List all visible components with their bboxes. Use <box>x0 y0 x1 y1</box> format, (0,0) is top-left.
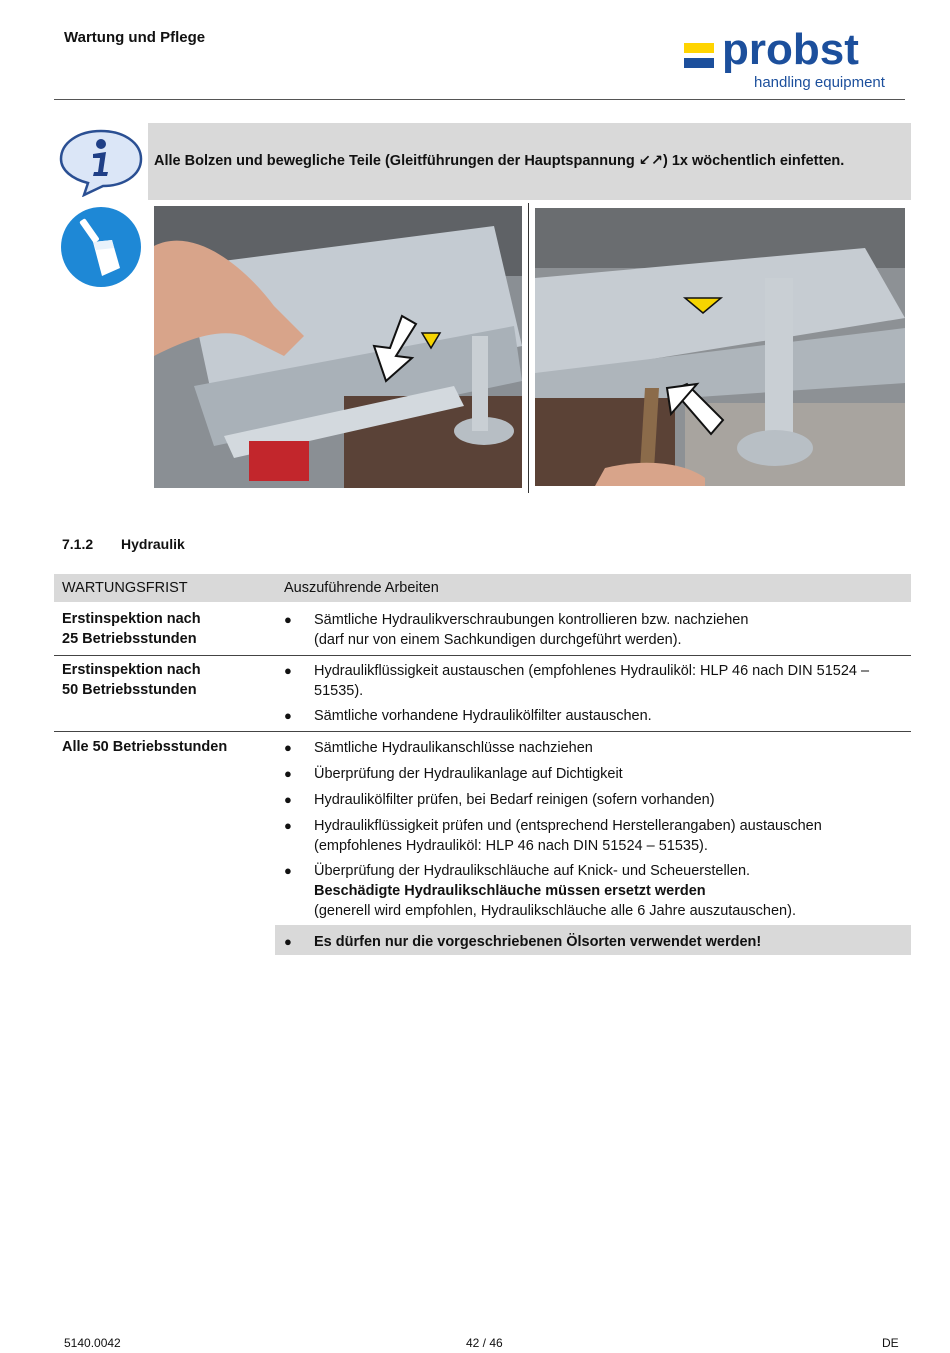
row-divider <box>54 655 911 656</box>
oil-warning-text: Es dürfen nur die vorgeschriebenen Ölsorten verwendet werden! <box>314 934 762 950</box>
row3-item3: Hydraulikölfilter prüfen, bei Bedarf reinigen (sofern vorhanden) <box>314 792 715 808</box>
row1-label-line2: 25 Betriebsstunden <box>62 631 197 647</box>
bullet: ● <box>284 740 292 755</box>
notice-text: Alle Bolzen und bewegliche Teile (Gleitführungen der Hauptspannung ↙↗) 1x wöchentlich einfetten. <box>154 153 845 169</box>
notice-box <box>148 123 911 200</box>
row3-item4-line1: Hydraulikflüssigkeit prüfen und (entsprechend Herstellerangaben) austauschen <box>314 818 822 834</box>
row2-item1-line1: Hydraulikflüssigkeit austauschen (empfohlenes Hydrauliköl: HLP 46 nach DIN 51524 – <box>314 663 870 679</box>
row1-item1-line2: (darf nur von einem Sachkundigen durchgeführt werden). <box>314 632 682 648</box>
brush-icon <box>60 206 142 288</box>
photo-greasing-left <box>154 206 522 488</box>
bullet: ● <box>284 612 292 627</box>
logo-bar-yellow <box>684 43 714 53</box>
logo-subtitle: handling equipment <box>754 74 885 91</box>
bullet: ● <box>284 863 292 878</box>
row2-label-line1: Erstinspektion nach <box>62 662 201 678</box>
bullet: ● <box>284 792 292 807</box>
footer-language: DE <box>882 1336 899 1350</box>
header-divider <box>54 99 905 100</box>
bullet: ● <box>284 934 292 949</box>
photo-greasing-right <box>535 208 905 486</box>
row-divider <box>54 731 911 732</box>
info-icon <box>58 127 144 197</box>
bullet: ● <box>284 708 292 723</box>
row1-label-line1: Erstinspektion nach <box>62 611 201 627</box>
row3-item1: Sämtliche Hydraulikanschlüsse nachziehen <box>314 740 593 756</box>
bullet: ● <box>284 663 292 678</box>
table-header-interval: WARTUNGSFRIST <box>62 580 188 596</box>
table-header-tasks: Auszuführende Arbeiten <box>284 580 439 596</box>
logo-bar-blue <box>684 58 714 68</box>
row2-label-line2: 50 Betriebsstunden <box>62 682 197 698</box>
row2-item1-line2: 51535). <box>314 683 364 699</box>
bullet: ● <box>284 818 292 833</box>
table-header <box>54 574 911 602</box>
photo-divider <box>528 203 529 493</box>
footer-page-number: 42 / 46 <box>466 1336 503 1350</box>
footer-doc-number: 5140.0042 <box>64 1336 121 1350</box>
page-header-title: Wartung und Pflege <box>64 29 206 46</box>
bullet: ● <box>284 766 292 781</box>
logo-wordmark: probst <box>722 25 859 74</box>
section-title: Hydraulik <box>121 536 185 552</box>
row3-item4-line2: (empfohlenes Hydrauliköl: HLP 46 nach DIN 51524 – 51535). <box>314 838 708 854</box>
section-number: 7.1.2 <box>62 536 94 552</box>
row3-item5-line2: Beschädigte Hydraulikschläuche müssen ersetzt werden <box>314 883 706 899</box>
row3-item2: Überprüfung der Hydraulikanlage auf Dichtigkeit <box>314 766 623 782</box>
row1-item1-line1: Sämtliche Hydraulikverschraubungen kontrollieren bzw. nachziehen <box>314 612 749 628</box>
row3-item5-line1: Überprüfung der Hydraulikschläuche auf Knick- und Scheuerstellen. <box>314 863 751 879</box>
probst-logo <box>684 25 896 94</box>
row2-item2: Sämtliche vorhandene Hydraulikölfilter austauschen. <box>314 708 652 724</box>
row3-item5-line3: (generell wird empfohlen, Hydraulikschläuche alle 6 Jahre auszutauschen). <box>314 903 796 919</box>
row3-label: Alle 50 Betriebsstunden <box>62 739 228 755</box>
